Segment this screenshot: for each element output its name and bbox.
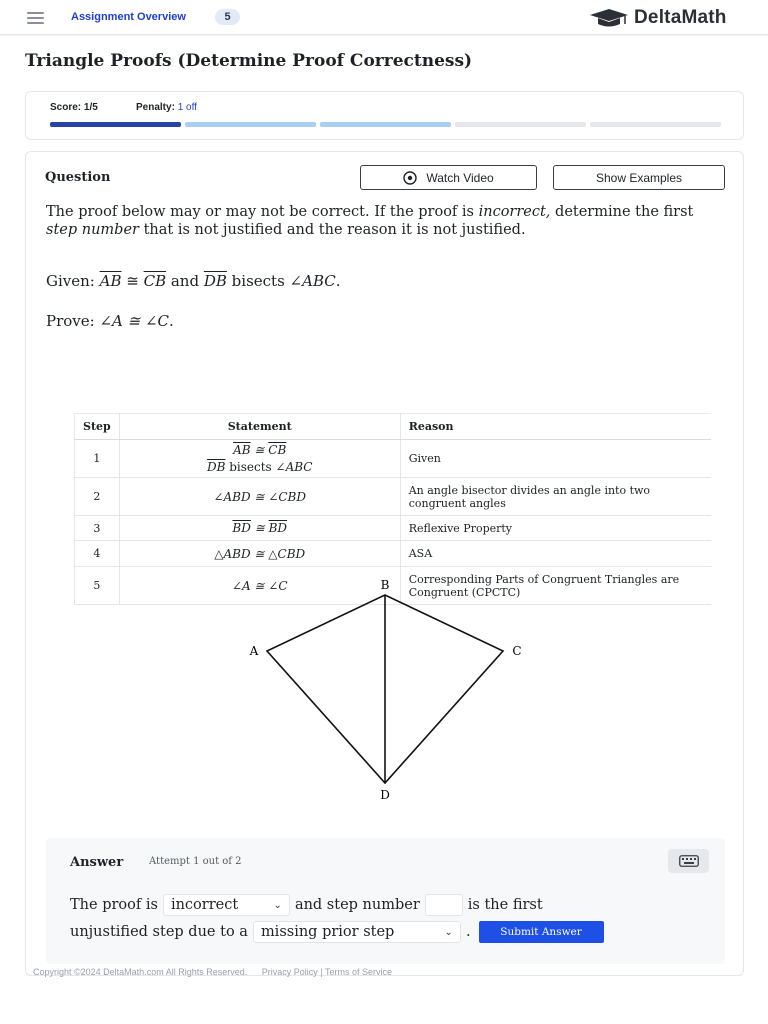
- chevron-down-icon: ⌄: [444, 926, 453, 938]
- question-prompt: [46, 204, 706, 239]
- segment-cb: $\overline{CB}$: [143, 272, 167, 290]
- step-number: 3: [75, 516, 120, 541]
- page-title: Triangle Proofs (Determine Proof Correctness): [25, 51, 473, 71]
- chevron-down-icon: ⌄: [273, 899, 282, 911]
- submit-answer-button[interactable]: Submit Answer: [479, 921, 604, 943]
- play-circle-icon: [403, 171, 417, 185]
- vertex-label-b: B: [380, 578, 390, 592]
- given-statement: [46, 272, 341, 290]
- progress-segment: [50, 122, 181, 127]
- privacy-terms-links[interactable]: Privacy Policy | Terms of Service: [261, 967, 392, 977]
- vertex-label-c: C: [512, 644, 522, 658]
- statement-line: [128, 442, 392, 459]
- footer: [33, 967, 404, 977]
- statement-cell: [119, 440, 400, 478]
- deltamath-logo[interactable]: [589, 6, 727, 30]
- reason-cell: An angle bisector divides an angle into two congruent angles: [400, 478, 711, 516]
- step-number: 4: [75, 541, 120, 567]
- penalty-title: Penalty:: [136, 102, 175, 113]
- keyboard-toggle-button[interactable]: [668, 849, 709, 873]
- question-heading: Question: [45, 170, 111, 185]
- prompt-text: determine the first: [550, 204, 694, 220]
- answer-box: [46, 838, 725, 964]
- copyright-text: Copyright ©2024 DeltaMath.com All Rights Reserved.: [33, 967, 248, 977]
- angle-abc: ∠ABC: [289, 272, 336, 290]
- assignment-overview-link[interactable]: Assignment Overview: [71, 11, 186, 23]
- vertex-label-a: A: [249, 644, 259, 658]
- vertex-label-d: D: [380, 788, 390, 802]
- answer-text: and step number: [294, 897, 420, 913]
- step-number: 5: [75, 567, 120, 605]
- given-label: Given:: [46, 272, 100, 290]
- progress-segment: [320, 122, 451, 127]
- table-header-row: [75, 414, 712, 440]
- answer-text: is the first: [467, 897, 543, 913]
- attempt-counter: Attempt 1 out of 2: [149, 856, 242, 867]
- watch-video-label: Watch Video: [426, 170, 494, 185]
- show-examples-label: Show Examples: [595, 170, 683, 185]
- brand-name: DeltaMath: [634, 7, 727, 28]
- congruent-symbol: ≅: [250, 521, 269, 535]
- main-content: [0, 36, 768, 1024]
- congruent-symbol: ≅: [250, 442, 269, 457]
- watch-video-button[interactable]: [360, 165, 537, 190]
- table-row: [75, 541, 712, 567]
- segment-bd: $\overline{BD}$: [232, 521, 251, 535]
- statement-cell: △ABD ≅ △CBD: [119, 541, 400, 567]
- table-row: [75, 478, 712, 516]
- progress-segment: [455, 122, 586, 127]
- assignment-count-badge: 5: [215, 9, 240, 25]
- segment-db: $\overline{DB}$: [203, 272, 227, 290]
- correctness-select[interactable]: [163, 894, 290, 916]
- answer-title: Answer: [70, 855, 124, 870]
- statement-cell: ∠ABD ≅ ∠CBD: [119, 478, 400, 516]
- prompt-emphasis: incorrect,: [478, 204, 551, 220]
- statement-cell: ∠A ≅ ∠C: [119, 567, 400, 605]
- step-number: 2: [75, 478, 120, 516]
- segment-cb: $\overline{CB}$: [268, 442, 287, 457]
- answer-text: The proof is: [70, 897, 158, 913]
- answer-text: .: [465, 924, 471, 940]
- keyboard-icon: [679, 855, 699, 867]
- reason-value: missing prior step: [260, 924, 395, 940]
- segment-ab: $\overline{AB}$: [99, 272, 122, 290]
- reason-cell: Corresponding Parts of Congruent Triangles are Congruent (CPCTC): [400, 567, 711, 605]
- reason-cell: Reflexive Property: [400, 516, 711, 541]
- segment-db: $\overline{DB}$: [206, 459, 226, 474]
- reason-cell: ASA: [400, 541, 711, 567]
- segment-bd: $\overline{BD}$: [268, 521, 288, 535]
- prompt-text: The proof below may or may not be correct. If the proof is: [46, 204, 479, 220]
- kite-diagram: [226, 577, 546, 827]
- answer-text: unjustified step due to a: [70, 924, 248, 940]
- reason-cell: Given: [400, 440, 711, 478]
- step-number-input[interactable]: [425, 894, 463, 916]
- penalty-value: 1 off: [177, 102, 197, 113]
- header-statement: Statement: [119, 414, 400, 440]
- header-step: Step: [75, 414, 120, 440]
- prompt-text: that is not justified and the reason it is not justified.: [138, 221, 526, 238]
- answer-line-2: [70, 921, 604, 943]
- given-bisects: bisects: [226, 272, 290, 290]
- given-and: and: [166, 272, 204, 290]
- menu-icon[interactable]: [27, 12, 44, 24]
- table-row: [75, 516, 712, 541]
- graduation-cap-icon: [589, 7, 629, 29]
- segment-ab: $\overline{AB}$: [233, 442, 251, 457]
- given-period: .: [335, 272, 341, 290]
- score-label: Score: 1/5: [50, 102, 98, 113]
- prove-math: ∠A ≅ ∠C: [99, 312, 170, 330]
- reason-select[interactable]: [253, 921, 461, 943]
- progress-segment: [185, 122, 316, 127]
- penalty-label: [136, 102, 197, 113]
- correctness-value: incorrect: [170, 897, 239, 913]
- progress-segment: [590, 122, 721, 127]
- step-number: 1: [75, 440, 120, 478]
- top-bar: [0, 0, 768, 35]
- header-reason: Reason: [400, 414, 711, 440]
- show-examples-button[interactable]: [553, 165, 725, 190]
- statement-line: [128, 459, 392, 476]
- statement-cell: [119, 516, 400, 541]
- question-card: [25, 151, 744, 976]
- congruent-symbol: ≅: [121, 272, 144, 290]
- angle-abc: ∠ABC: [275, 459, 313, 474]
- prove-statement: [46, 312, 174, 330]
- table-row: [75, 440, 712, 478]
- prompt-emphasis: step number: [46, 221, 139, 238]
- prove-period: .: [169, 312, 174, 330]
- score-card: [25, 91, 744, 140]
- answer-line-1: [70, 894, 543, 916]
- prove-label: Prove:: [46, 312, 100, 330]
- bisects-text: bisects: [225, 459, 276, 474]
